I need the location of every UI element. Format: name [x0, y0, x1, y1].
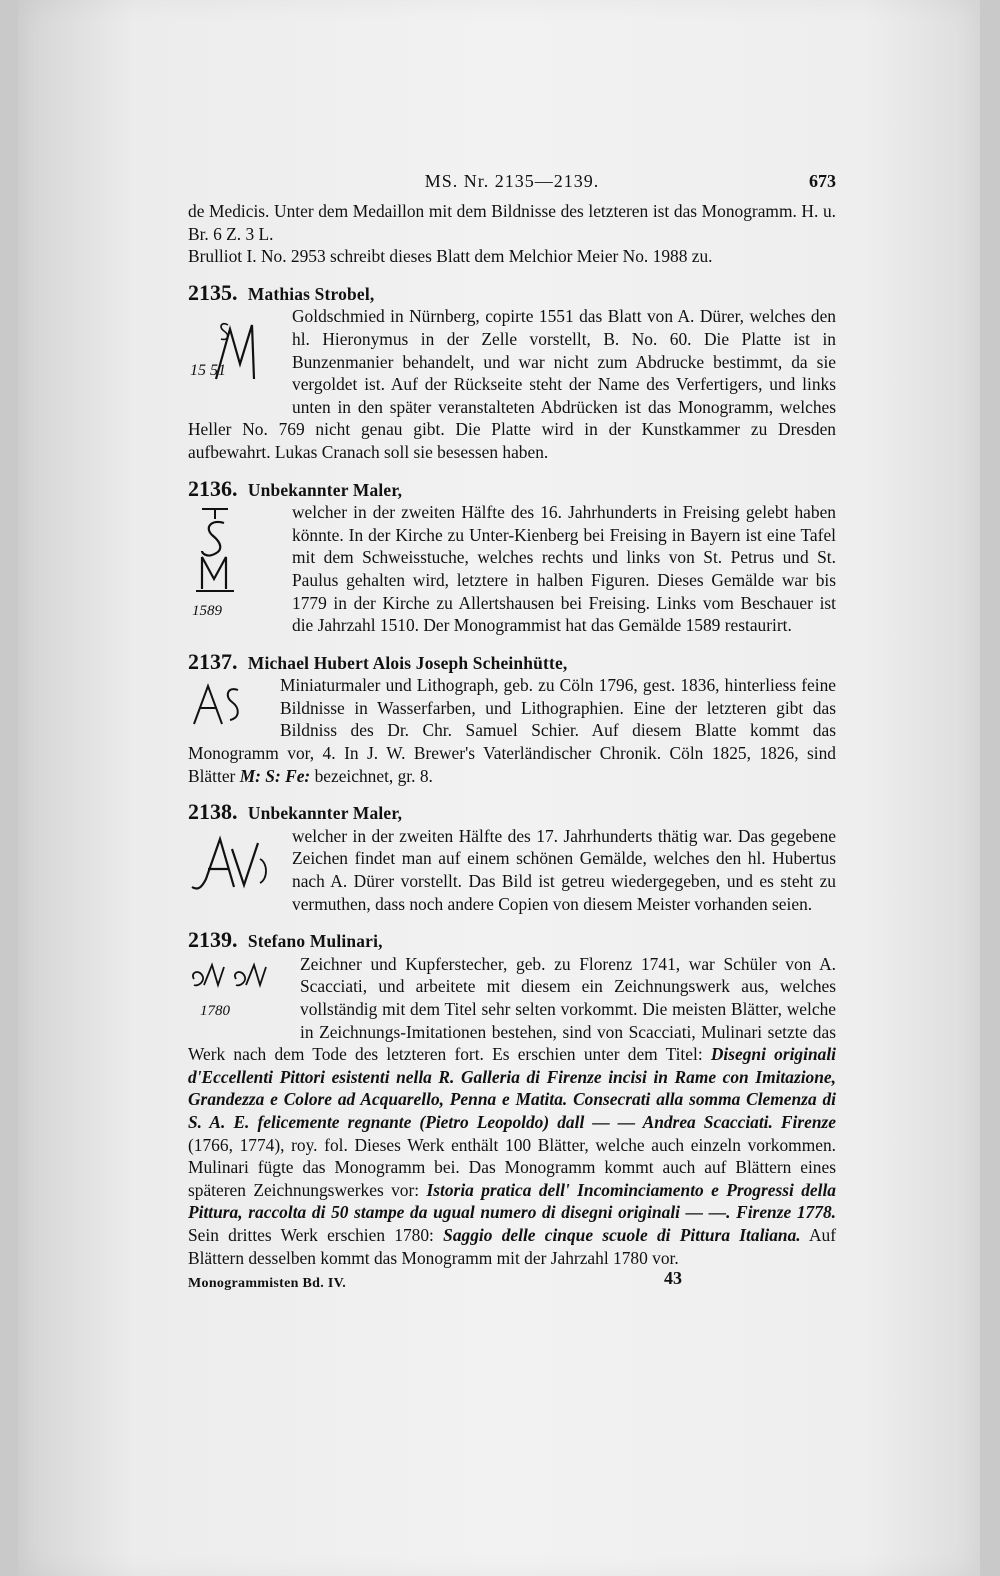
entry-2138 — [188, 801, 836, 915]
running-header — [188, 170, 836, 200]
entry-number: 2137. — [188, 648, 238, 674]
monogram-av — [188, 829, 280, 895]
artist-name: Stefano Mulinari, — [247, 931, 383, 952]
entry-2139 — [188, 929, 836, 1269]
svg-text:1780: 1780 — [200, 1002, 230, 1019]
entry-2136 — [188, 475, 836, 637]
entry-2135 — [188, 279, 836, 464]
monogram-ms-scheinhuette — [188, 678, 268, 728]
entry-number: 2139. — [188, 927, 238, 953]
page-number: 673 — [809, 171, 836, 191]
svg-text:15 51: 15 51 — [190, 362, 226, 380]
signature-mark: 43 — [664, 1268, 682, 1289]
page-text — [188, 170, 836, 1297]
artist-name: Michael Hubert Alois Joseph Scheinhütte, — [247, 652, 568, 673]
footer-volume: Monogrammisten Bd. IV. — [188, 1276, 347, 1292]
intro-paragraph-2: Brulliot I. No. 2953 schreibt dieses Blatt dem Melchior Meier No. 1988 zu. — [188, 246, 713, 267]
book-page — [18, 0, 980, 1576]
entry-text: Zeichner und Kupferstecher, geb. zu Florenz 1741, war Schüler von A. Scacciati, und arbeitete mit diesem ein Zeichnungswerk aus, welches vollständig mit dem Titel sehr selten vorkommt. Die meisten Blätter, welche in Zeichnungs-Imitationen bestehen, sind von Scacciati, Mulinari setzte das Werk nach dem Tode des letzteren fort. Es erschien unter dem Titel: Disegni originali d'Eccellenti Pittori esistenti nella R. Galleria di Firenze incisi in Rame con Imitazione, Grandezza e Colore ad Acquarello, Penna e Matita. Consecrati alla somma Clemenza di S. A. E. felicemente regnante (Pietro Leopoldo) dall — — Andrea Scacciati. Firenze (1766, 1774), roy. fol. Dieses Werk enthält 100 Blätter, welche auch einzeln vorkommen. Mulinari fügte das Monogramm bei. Das Monogramm kommt auch auf Blättern eines späteren Zeichnungswerkes vor: Istoria pratica dell' Incominciamento e Progressi della Pittura, raccolta di 50 stampe da ugual numero di disegni originali — —. Firenze 1778. Sein drittes Werk erschien 1780: Saggio delle cinque scuole di Pittura Italiana. Auf Blättern desselben kommt das Monogramm mit der Jahrzahl 1780 vor. — [188, 953, 837, 1268]
header-title: MS. Nr. 2135—2139. — [424, 171, 600, 191]
artist-name: Mathias Strobel, — [247, 283, 375, 304]
artist-name: Unbekannter Maler, — [247, 803, 403, 824]
entry-text: Miniaturmaler und Lithograph, geb. zu Cöln 1796, gest. 1836, hinterliess feine Bildnisse in Wasserfarben, und Lithographien. Eine der letzteren gibt das Bildniss des Dr. Chr. Samuel Schier. Auf diesem Blatte kommt das Monogramm vor, 4. In J. W. Brewer's Vaterländischer Chronik. Cöln 1825, 1826, sind Blätter M: S: Fe: bezeichnet, gr. 8. — [188, 675, 836, 786]
page-footer — [188, 1268, 836, 1297]
monogram-sm-1780 — [188, 957, 288, 1023]
italic-signature: M: S: Fe: — [239, 765, 311, 786]
artist-name: Unbekannter Maler, — [247, 479, 403, 500]
intro-paragraph-1: de Medicis. Unter dem Medaillon mit dem Bildnisse des letzteren ist das Monogramm. H. u. Br. 6 Z. 3 L. — [188, 201, 836, 244]
entry-text: welcher in der zweiten Hälfte des 17. Jahrhunderts thätig war. Das gegebene Zeichen findet man auf einem schönen Gemälde, welches den hl. Hubertus nach A. Dürer vorstellt. Das Bild ist getreu wiedergegeben, und es steht zu vermuthen, dass noch andere Copien von diesem Meister vorhanden seien. — [292, 825, 836, 914]
svg-text:1589: 1589 — [192, 603, 222, 620]
entry-text: welcher in der zweiten Hälfte des 16. Jahrhunderts in Freising gelebt haben könnte. In der Kirche zu Unter-Kienberg bei Freising in Bayern ist eine Tafel mit dem Schweisstuche, welches rechts und links von St. Petrus und St. Paulus gehalten wird, letztere in halben Figuren. Dieses Gemälde war bis 1779 in der Kirche zu Allertshausen bei Freising. Links vom Beschauer ist die Jahrzahl 1510. Der Monogrammist hat das Gemälde 1589 restaurirt. — [292, 502, 836, 636]
monogram-ms-1551 — [188, 309, 280, 399]
entry-number: 2138. — [188, 799, 238, 825]
entry-number: 2135. — [188, 279, 238, 305]
entry-number: 2136. — [188, 475, 238, 501]
entry-text: Goldschmied in Nürnberg, copirte 1551 das Blatt von A. Dürer, welches den hl. Hieronymus in der Zelle vorstellt, B. No. 60. Die Platte ist in Bunzenmanier behandelt, und war nicht zum Abdrucke bestimmt, da sie vergoldet ist. Auf der Rückseite steht der Name des Verfertigers, und links unten in den später veranstalteten Abdrücken ist das Monogramm, welches Heller No. 769 nicht genau gibt. Die Platte wird in der Kunstkammer zu Dresden aufbewahrt. Lukas Cranach soll sie besessen haben. — [188, 306, 836, 462]
entry-2137 — [188, 648, 836, 788]
monogram-sm-1589 — [188, 505, 280, 625]
